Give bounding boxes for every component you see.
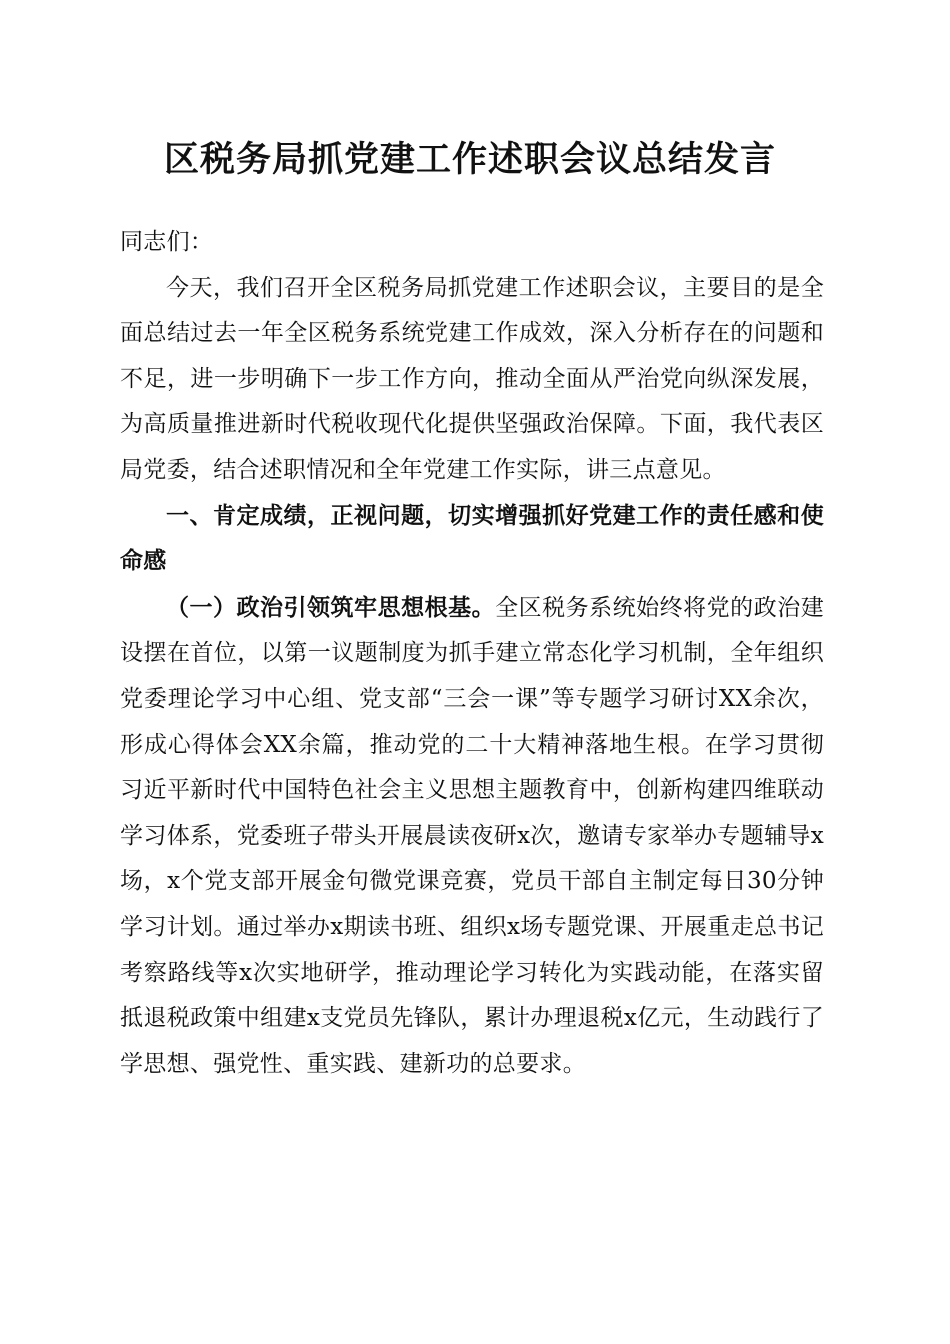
salutation: 同志们： xyxy=(120,229,214,255)
subsection-lead: （一）政治引领筑牢思想根基。 xyxy=(166,593,496,621)
intro-paragraph: 今天，我们召开全区税务局抓党建工作述职会议，主要目的是全面总结过去一年全区税务系统党建工作成效，深入分析存在的问题和不足，进一步明确下一步工作方向，推动全面从严治党向纵深发展，为高质量推进新时代税收现代化提供坚强政治保障。下面，我代表区局党委，结合述职情况和全年党建工作实际，讲三点意见。 xyxy=(120,274,824,483)
document-body xyxy=(120,132,824,1087)
section-heading: 一、肯定成绩，正视问题，切实增强抓好党建工作的责任感和使命感 xyxy=(120,502,824,575)
subsection-paragraph xyxy=(120,585,824,1088)
document-title: 区税务局抓党建工作述职会议总结发言 xyxy=(163,139,776,180)
subsection-body: 全区税务系统始终将党的政治建设摆在首位，以第一议题制度为抓手建立常态化学习机制，全年组织党委理论学习中心组、党支部“三会一课”等专题学习研讨XX余次，形成心得体会XX余篇，推动党的二十大精神落地生根。在学习贯彻习近平新时代中国特色社会主义思想主题教育中，创新构建四维联动学习体系，党委班子带头开展晨读夜研x次，邀请专家举办专题辅导x场，x个党支部开展金句微党课竞赛，党员干部自主制定每日30分钟学习计划。通过举办x期读书班、组织x场专题党课、开展重走总书记考察路线等x次实地研学，推动理论学习转化为实践动能，在落实留抵退税政策中组建x支党员先锋队，累计办理退税x亿元，生动践行了学思想、强党性、重实践、建新功的总要求。 xyxy=(120,594,825,1077)
